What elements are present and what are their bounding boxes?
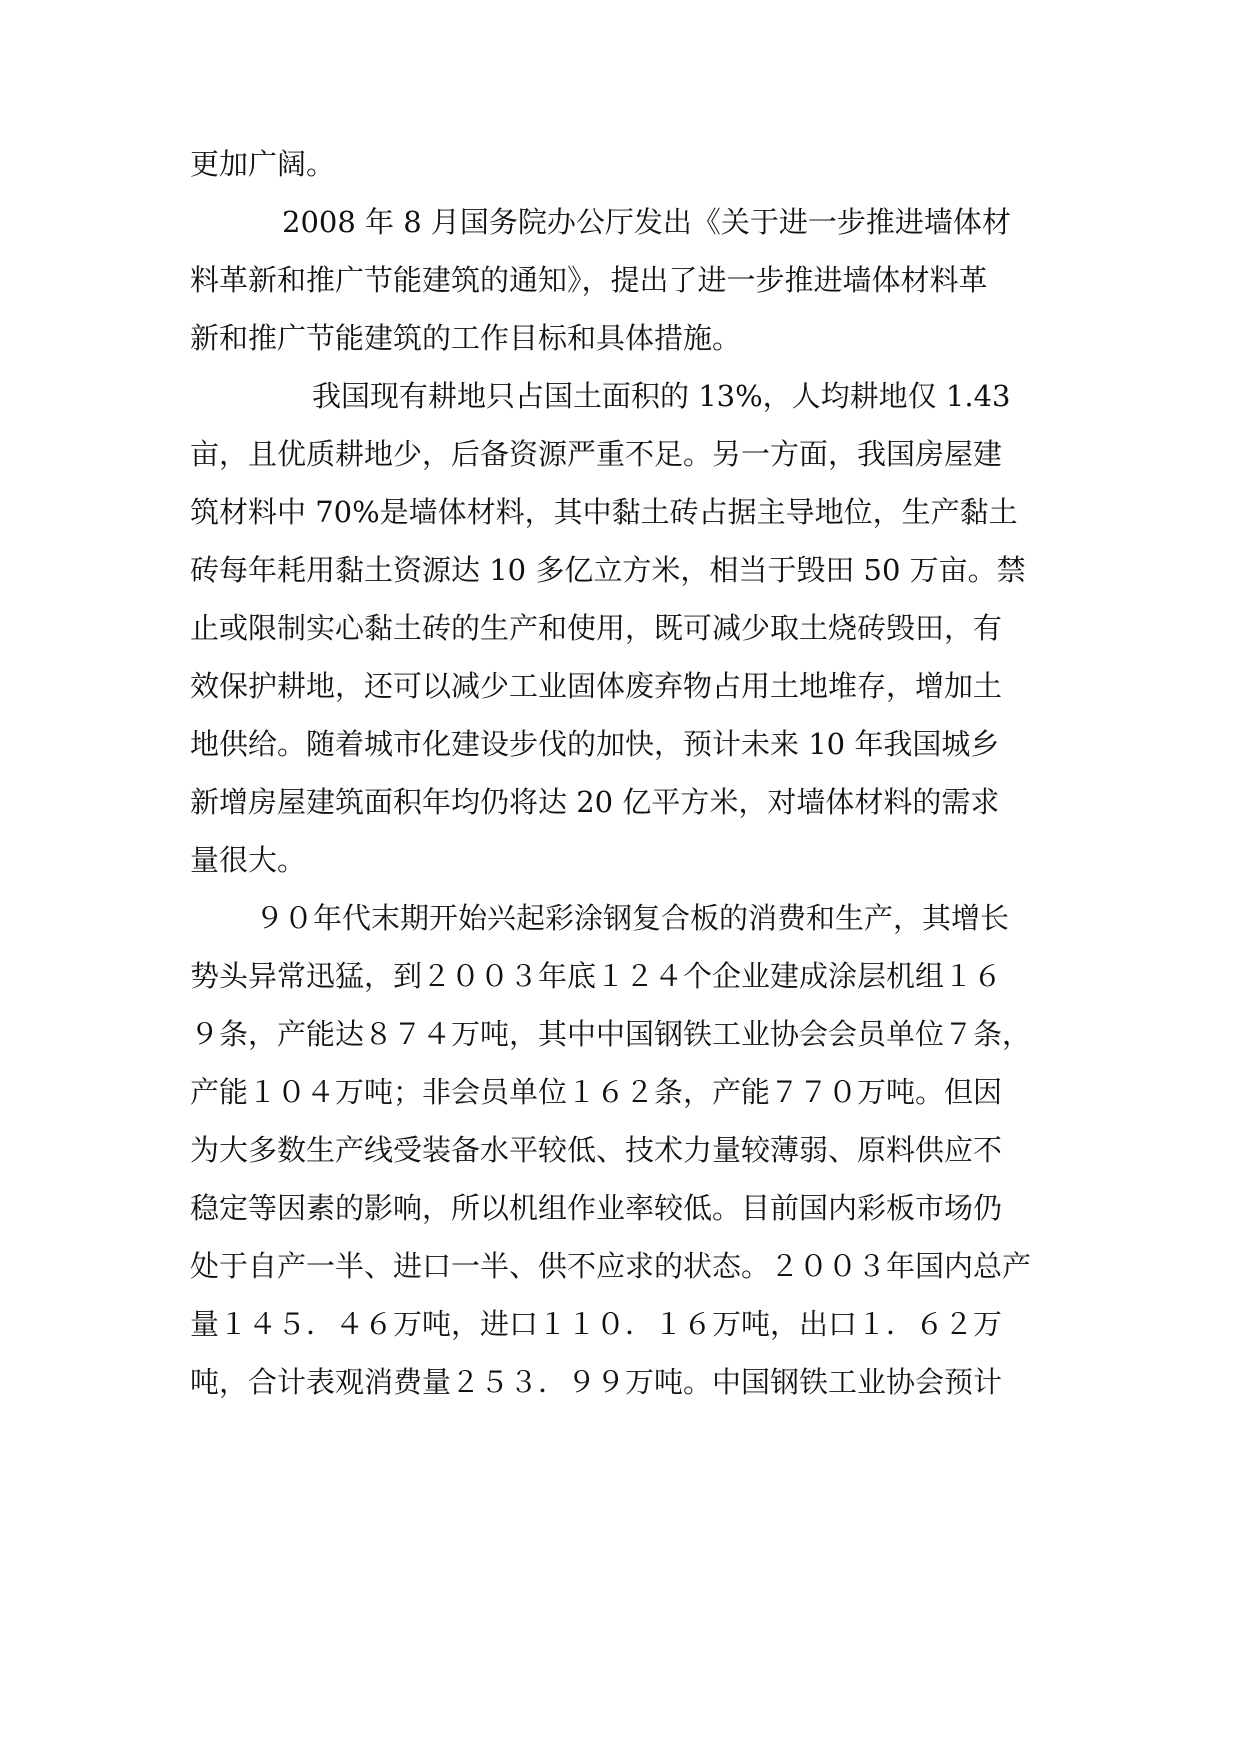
text-line: 筑材料中 70%是墙体材料，其中黏土砖占据主导地位，生产黏土: [190, 495, 1018, 529]
text-line: 处于自产一半、进口一半、供不应求的状态。２００３年国内总产: [190, 1249, 1032, 1283]
text-line: 为大多数生产线受装备水平较低、技术力量较薄弱、原料供应不: [190, 1133, 1003, 1167]
text-line: 地供给。随着城市化建设步伐的加快，预计未来 10 年我国城乡: [190, 727, 1000, 761]
text-line: 止或限制实心黏土砖的生产和使用，既可减少取土烧砖毁田，有: [190, 611, 1003, 645]
text-line: 吨，合计表观消费量２５３．９９万吨。中国钢铁工业协会预计: [190, 1365, 1003, 1399]
text-line: 效保护耕地，还可以减少工业固体废弃物占用土地堆存，增加土: [190, 669, 1003, 703]
text-line: ９条，产能达８７４万吨，其中中国钢铁工业协会会员单位７条，: [190, 1017, 1032, 1051]
text-line: 势头异常迅猛，到２００３年底１２４个企业建成涂层机组１６: [190, 959, 1003, 993]
text-line: 料革新和推广节能建筑的通知》，提出了进一步推进墙体材料革: [190, 263, 988, 297]
text-line: 稳定等因素的影响，所以机组作业率较低。目前国内彩板市场仍: [190, 1191, 1003, 1225]
text-line: 更加广阔。: [190, 147, 336, 181]
text-line: 2008 年 8 月国务院办公厅发出《关于进一步推进墙体材: [282, 205, 1011, 239]
text-line: 砖每年耗用黏土资源达 10 多亿立方米，相当于毁田 50 万亩。禁: [190, 553, 1026, 587]
text-line: 亩，且优质耕地少，后备资源严重不足。另一方面，我国房屋建: [190, 437, 1003, 471]
text-line: 新增房屋建筑面积年均仍将达 20 亿平方米，对墙体材料的需求: [190, 785, 1000, 819]
text-line: 量１４５．４６万吨，进口１１０．１６万吨，出口１．６２万: [190, 1307, 1003, 1341]
text-line: 量很大。: [190, 843, 307, 877]
text-line: 新和推广节能建筑的工作目标和具体措施。: [190, 321, 742, 355]
text-line: 我国现有耕地只占国土面积的 13%，人均耕地仅 1.43: [312, 379, 1011, 413]
text-line: ９０年代末期开始兴起彩涂钢复合板的消费和生产，其增长: [255, 901, 1010, 935]
text-line: 产能１０４万吨；非会员单位１６２条，产能７７０万吨。但因: [190, 1075, 1003, 1109]
